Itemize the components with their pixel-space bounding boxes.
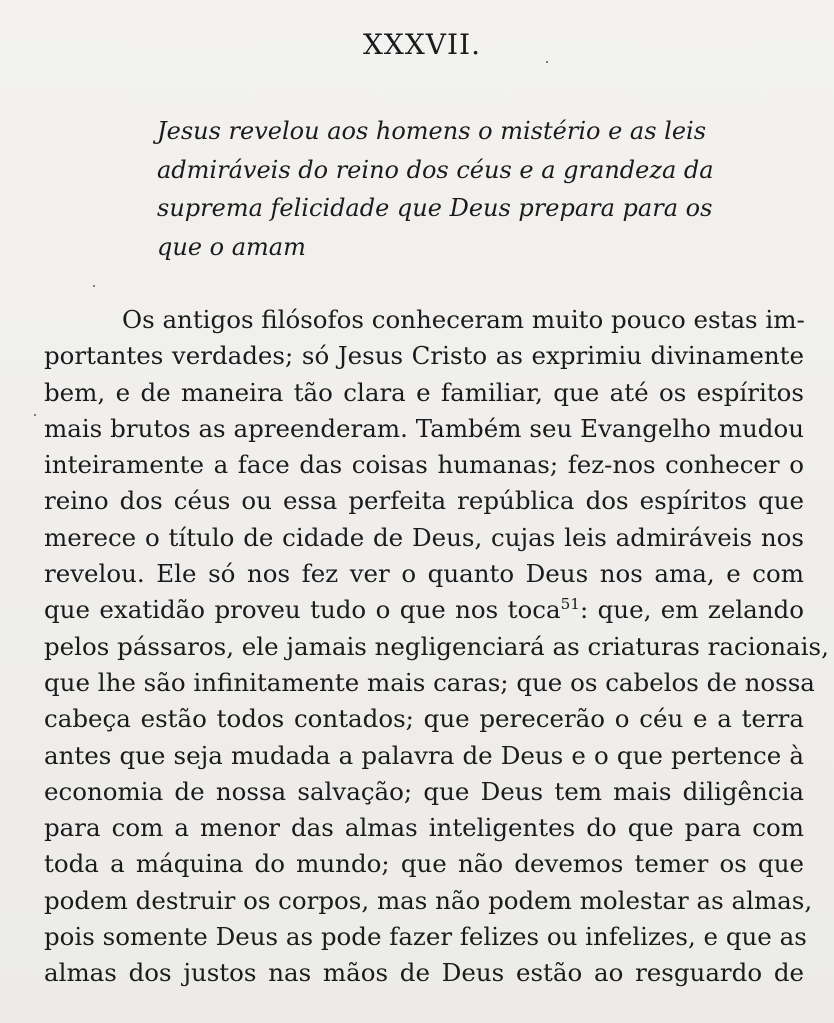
body-line: pois somente Deus as pode fazer felizes ou infelizes, e que as: [44, 922, 807, 952]
body-line: revelou. Ele só nos fez ver o quanto Deus nos ama, e com: [44, 559, 804, 589]
footnote-reference[interactable]: 51: [560, 595, 580, 614]
paper-speck: [34, 414, 36, 416]
body-line: portantes verdades; só Jesus Cristo as exprimiu divinamente: [44, 341, 804, 371]
chapter-summary: [157, 112, 717, 266]
body-line-with-footnote: [44, 592, 804, 628]
chapter-number: XXXVII.: [362, 28, 482, 61]
body-line: cabeça estão todos contados; que perecerão o céu e a terra: [44, 704, 804, 734]
body-line: Os antigos filósofos conheceram muito pouco estas im-: [122, 305, 805, 334]
body-line: almas dos justos nas mãos de Deus estão ao resguardo de: [44, 958, 804, 988]
body-line: que lhe são infinitamente mais caras; que os cabelos de nossa: [44, 667, 815, 697]
body-line: reino dos céus ou essa perfeita república dos espíritos que: [44, 486, 804, 516]
summary-line: Jesus revelou aos homens o mistério e as leis: [157, 117, 707, 145]
body-line: toda a máquina do mundo; que não devemos temer os que: [44, 849, 804, 879]
paper-speck: [93, 285, 95, 287]
body-line: para com a menor das almas inteligentes do que para com: [44, 813, 804, 843]
summary-line: admiráveis do reino dos céus e a grandeza da: [157, 155, 714, 184]
body-line: inteiramente a face das coisas humanas; fez-nos conhecer o: [44, 450, 804, 480]
summary-line: que o amam: [157, 232, 306, 261]
body-line: pelos pássaros, ele jamais negligenciará as criaturas racionais,: [44, 631, 829, 661]
body-line: merece o título de cidade de Deus, cujas leis admiráveis nos: [44, 522, 804, 552]
body-line-start: que exatidão proveu tudo o que nos toca: [44, 595, 561, 625]
body-line: podem destruir os corpos, mas não podem molestar as almas,: [44, 885, 813, 915]
body-line: economia de nossa salvação; que Deus tem mais diligência: [44, 776, 804, 806]
body-line: antes que seja mudada a palavra de Deus e o que pertence à: [44, 740, 804, 770]
body-paragraph: [44, 302, 829, 992]
paper-speck: [546, 61, 548, 63]
summary-line: suprema felicidade que Deus prepara para os: [157, 194, 713, 222]
body-line: bem, e de maneira tão clara e familiar, que até os espíritos: [44, 377, 804, 407]
body-line: mais brutos as apreenderam. Também seu Evangelho mudou: [44, 413, 804, 443]
body-line-end: : que, em zelando: [579, 595, 804, 625]
